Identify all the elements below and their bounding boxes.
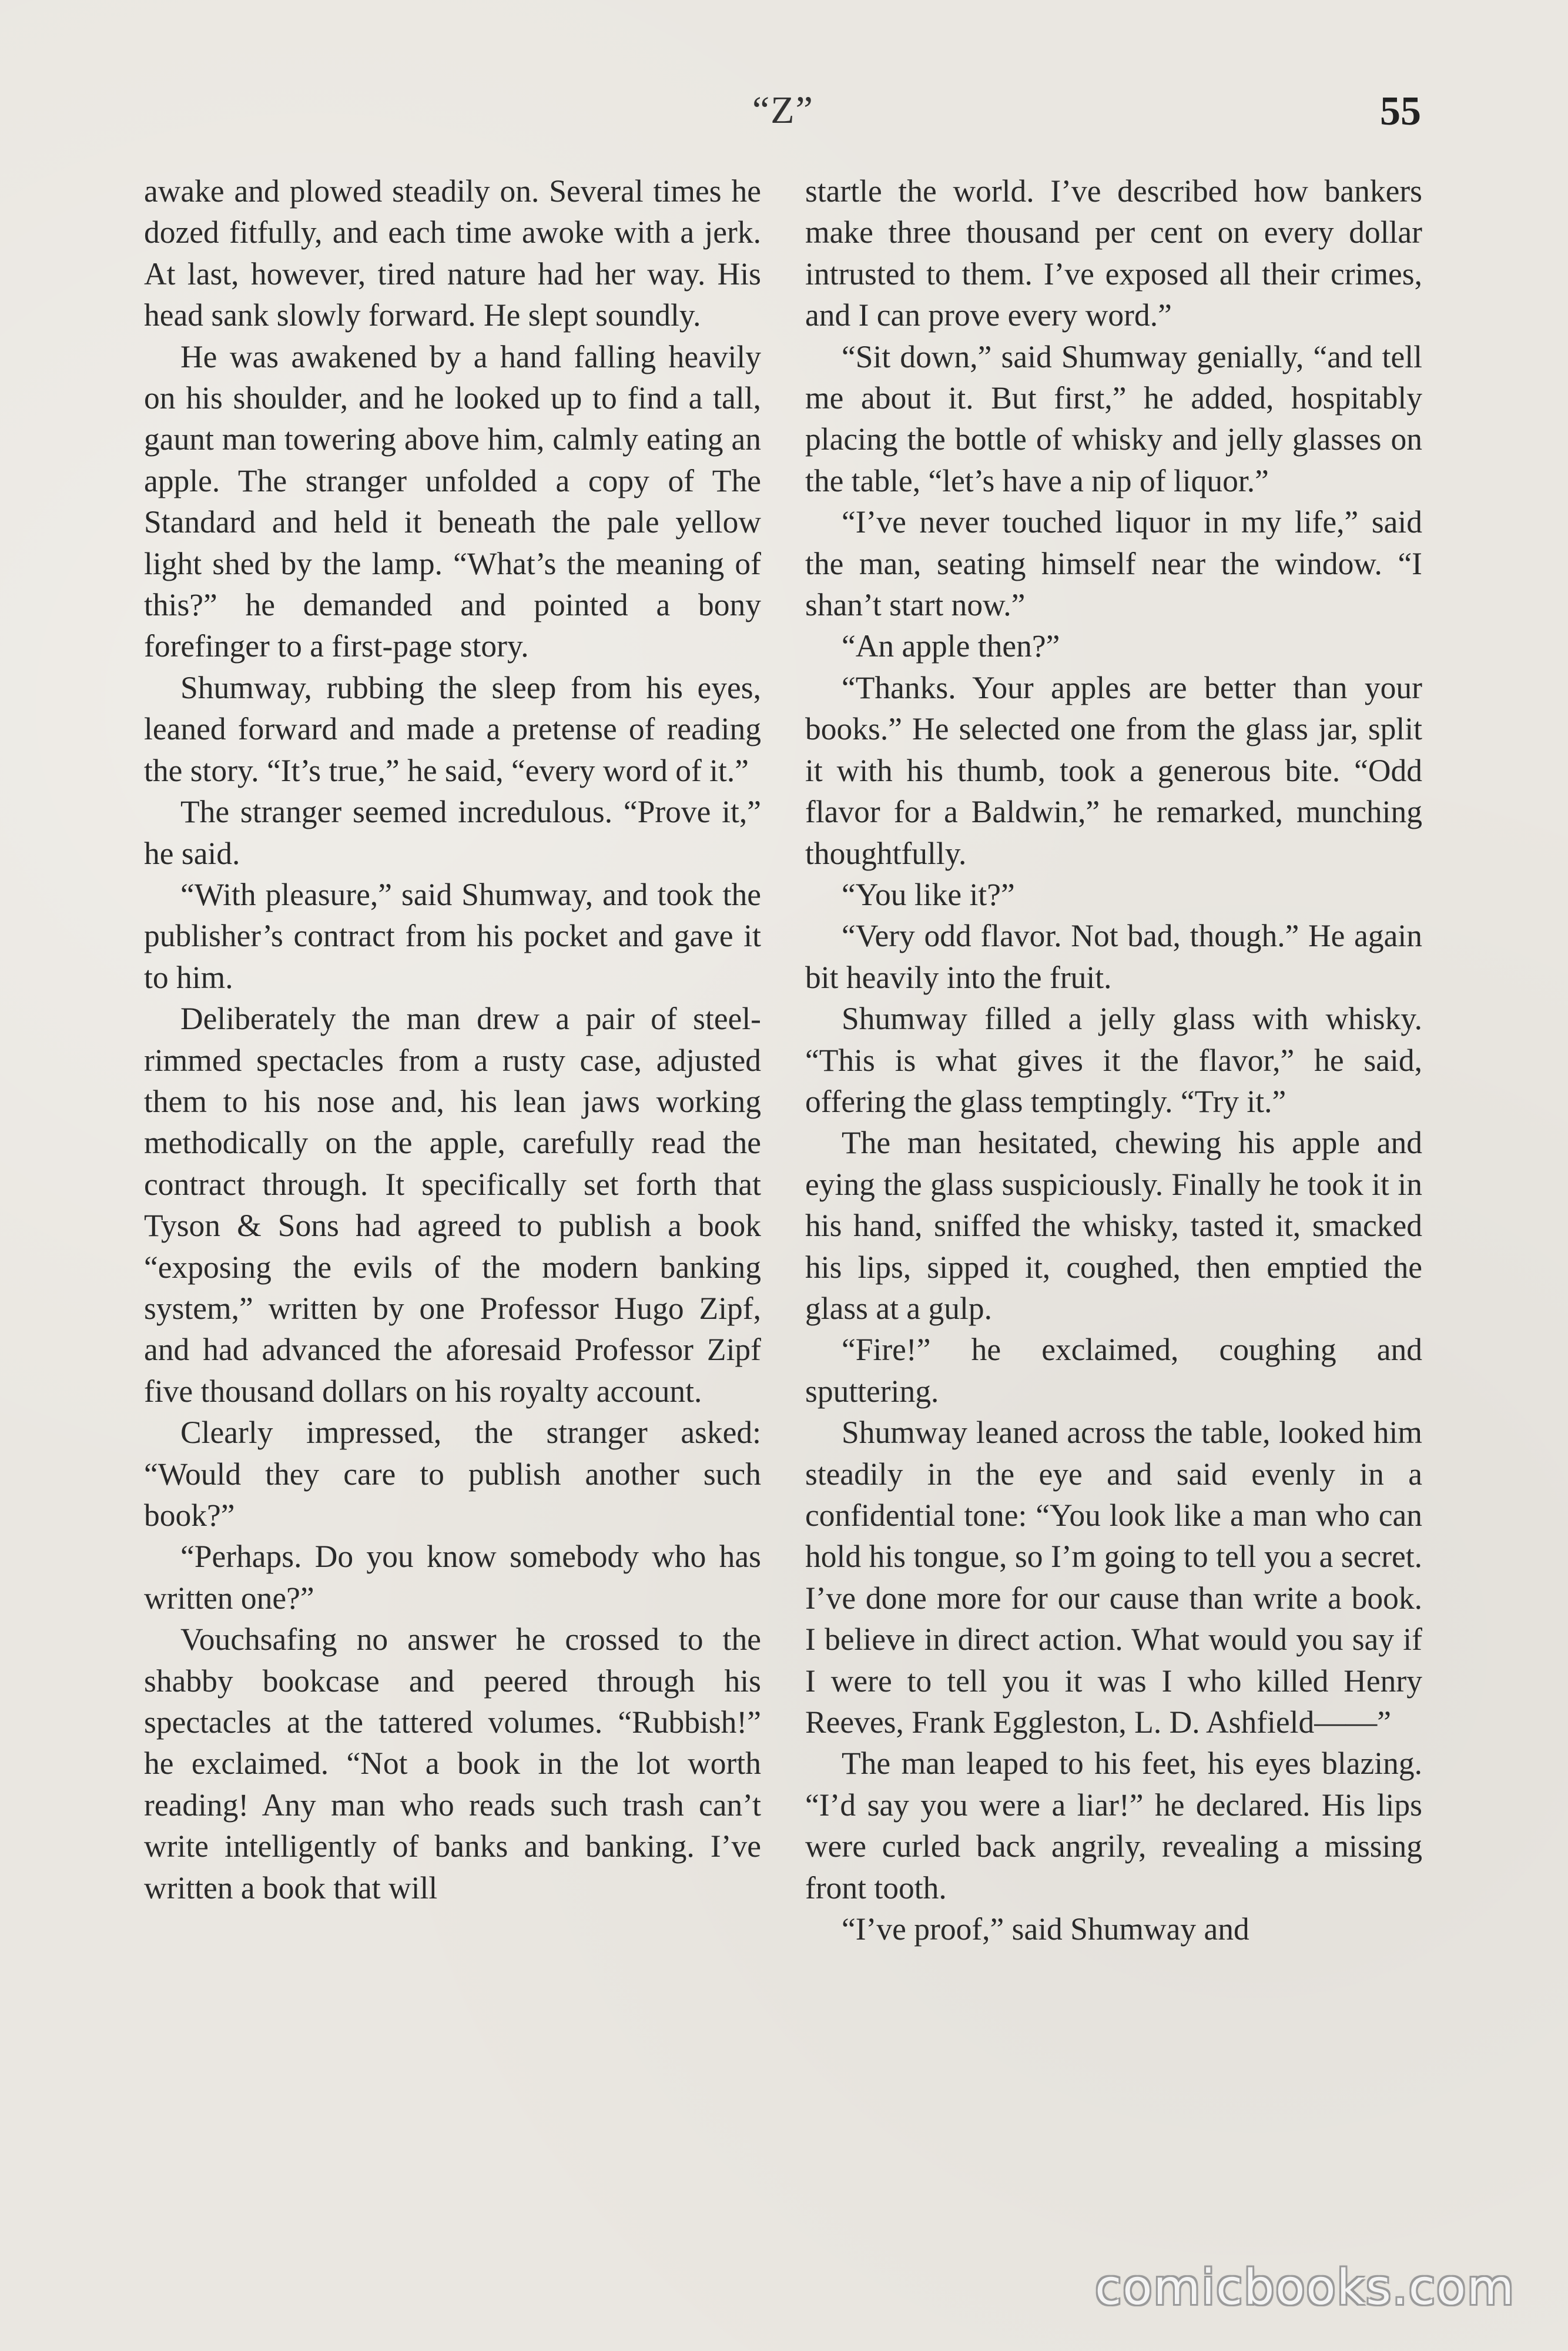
paragraph: “You like it?” xyxy=(842,876,1015,912)
paragraph: “An apple then?” xyxy=(842,628,1060,664)
paragraph: startle the world. I’ve described how bankers make three thousand per cent on every dollar intrusted to them. I’ve exposed all their crimes, and I can prove every word.” xyxy=(805,173,1422,333)
left-text-column xyxy=(144,170,761,1908)
paragraph: “With pleasure,” said Shumway, and took the publisher’s contract from his pocket and gave it to him. xyxy=(144,876,761,995)
paragraph: Vouchsafing no answer he crossed to the shabby bookcase and peered through his spectacles at the tattered volumes. “Rubbish!” he exclaimed. “Not a book in the lot worth reading! Any man who reads such trash can’t write intelligently of banks and banking. I’ve written a book that will xyxy=(144,1622,761,1905)
paragraph: Deliberately the man drew a pair of steel-rimmed spectacles from a rusty case, adjusted them to his nose and, his lean jaws working methodically on the apple, carefully read the contract through. It specifically set forth that Tyson & Sons had agreed to publish a book “exposing the evils of the modern banking system,” written by one Professor Hugo Zipf, and had advanced the aforesaid Professor Zipf five thousand dollars on his royalty account. xyxy=(144,1001,761,1409)
paragraph: “Fire!” he exclaimed, coughing and sputtering. xyxy=(805,1332,1422,1409)
paragraph: The man leaped to his feet, his eyes blazing. “I’d say you were a liar!” he declared. His lips were curled back angrily, revealing a missing front tooth. xyxy=(805,1746,1422,1905)
paragraph: awake and plowed steadily on. Several times he dozed fitfully, and each time awoke with a jerk. At last, however, tired nature had her way. His head sank slowly forward. He slept soundly. xyxy=(144,173,761,333)
paragraph: He was awakened by a hand falling heavily on his shoulder, and he looked up to find a tall, gaunt man towering above him, calmly eating an apple. The stranger unfolded a copy of The Standard and held it beneath the pale yellow light shed by the lamp. “What’s the meaning of this?” he demanded and pointed a bony forefinger to a first-page story. xyxy=(144,339,761,664)
page-number: 55 xyxy=(1380,89,1421,134)
paragraph: “Perhaps. Do you know somebody who has written one?” xyxy=(144,1539,761,1616)
paragraph: “Very odd flavor. Not bad, though.” He again bit heavily into the fruit. xyxy=(805,918,1422,995)
paragraph: The stranger seemed incredulous. “Prove it,” he said. xyxy=(144,794,761,871)
paragraph: “Thanks. Your apples are better than your books.” He selected one from the glass jar, split it with his thumb, took a generous bite. “Odd flavor for a Baldwin,” he remarked, munching thoughtfully. xyxy=(805,669,1422,871)
paragraph: Clearly impressed, the stranger asked: “Would they care to publish another such book?” xyxy=(144,1415,761,1533)
paragraph: Shumway, rubbing the sleep from his eyes, leaned forward and made a pretense of reading the story. “It’s true,” he said, “every word of it.” xyxy=(144,669,761,788)
paragraph: “I’ve proof,” said Shumway and xyxy=(842,1911,1249,1947)
running-title: “Z” xyxy=(752,89,814,132)
paragraph: Shumway leaned across the table, looked him steadily in the eye and said evenly in a confidential tone: “You look like a man who can hold his tongue, so I’m going to tell you a secret. I’ve done more for our cause than write a book. I believe in direct action. What would you say if I were to tell you it was I who killed Henry Reeves, Frank Eggleston, L. D. Ashfield——” xyxy=(805,1415,1422,1740)
paragraph: The man hesitated, chewing his apple and eying the glass suspiciously. Finally he took it in his hand, sniffed the whisky, tasted it, smacked his lips, sipped it, coughed, then emptied the glass at a gulp. xyxy=(805,1125,1422,1326)
paragraph: “I’ve never touched liquor in my life,” said the man, seating himself near the window. “I shan’t start now.” xyxy=(805,504,1422,623)
paragraph: “Sit down,” said Shumway genially, “and tell me about it. But first,” he added, hospitably placing the bottle of whisky and jelly glasses on the table, “let’s have a nip of liquor.” xyxy=(805,339,1422,498)
right-text-column xyxy=(805,170,1422,1950)
paragraph: Shumway filled a jelly glass with whisky. “This is what gives it the flavor,” he said, offering the glass temptingly. “Try it.” xyxy=(805,1001,1422,1119)
site-watermark: comicbooks.com xyxy=(1095,2260,1515,2316)
running-head xyxy=(0,88,1568,153)
